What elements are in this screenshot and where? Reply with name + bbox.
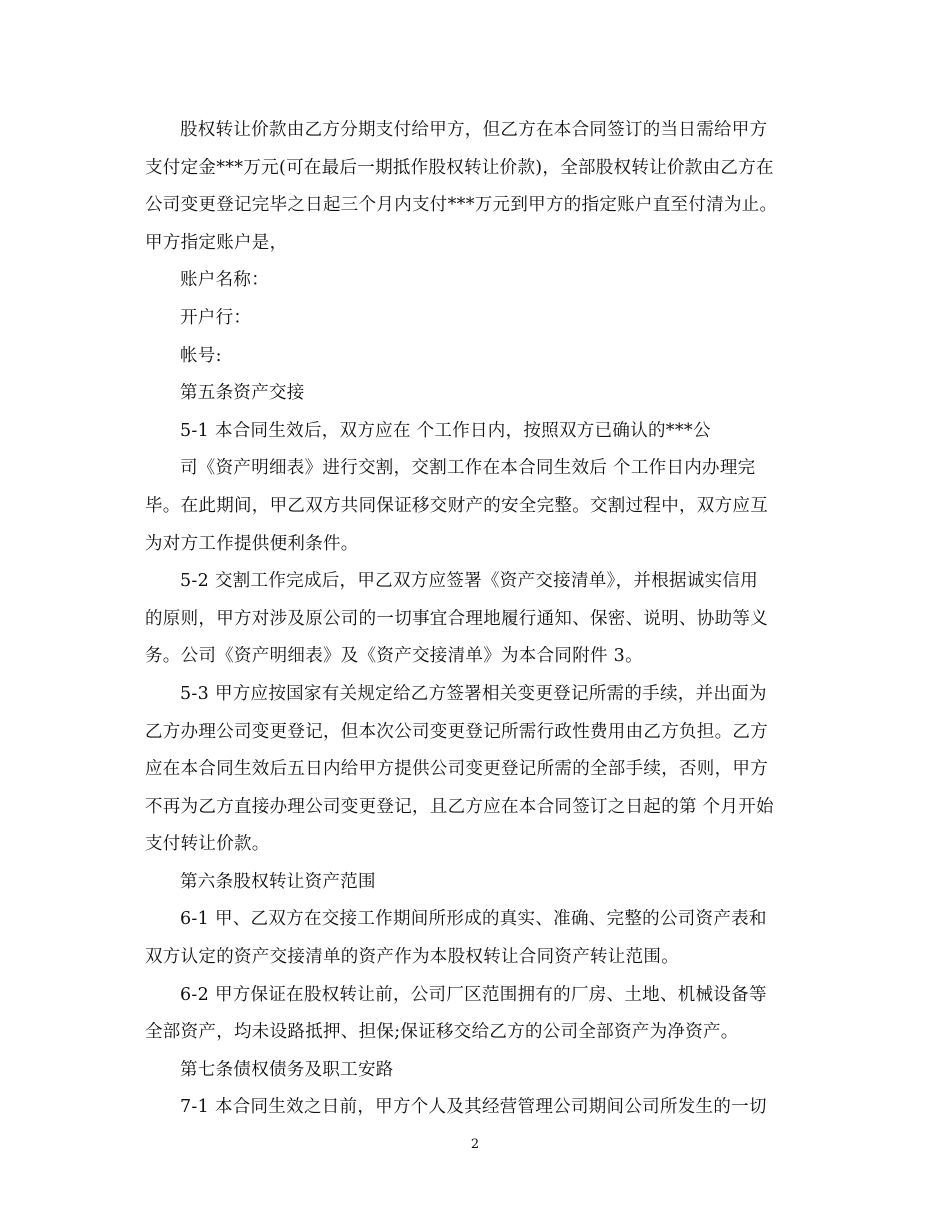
article-heading: 第六条股权转让资产范围 (180, 871, 376, 892)
text-line: 双方认定的资产交接清单的资产作为本股权转让合同资产转让范围。 (145, 947, 679, 968)
page-number: 2 (470, 1137, 480, 1152)
bank-label: 开户行： (180, 307, 252, 328)
text-line: 5-2 交割工作完成后，甲乙双方应签署《资产交接清单》，并根据诚实信用 (180, 571, 758, 592)
text-line: 不再为乙方直接办理公司变更登记，且乙方应在本合同签订之日起的第 个月开始 (145, 796, 774, 817)
text-line: 全部资产，均未设路抵押、担保;保证移交给乙方的公司全部资产为净资产。 (145, 1022, 739, 1043)
text-line: 司《资产明细表》进行交割，交割工作在本合同生效后 个工作日内办理完 (180, 458, 756, 479)
article-heading: 第五条资产交接 (180, 383, 305, 404)
text-line: 乙方办理公司变更登记，但本次公司变更登记所需行政性费用由乙方负担。乙方 (145, 721, 768, 742)
text-line: 6-1 甲、乙双方在交接工作期间所形成的真实、准确、完整的公司资产表和 (180, 909, 767, 930)
text-line: 股权转让价款由乙方分期支付给甲方，但乙方在本合同签订的当日需给甲方 (180, 120, 768, 140)
text-line: 应在本合同生效后五日内给甲方提供公司变更登记所需的全部手续，否则，甲方 (145, 759, 768, 780)
document-body (145, 112, 810, 1127)
text-line: 7-1 本合同生效之日前，甲方个人及其经营管理公司期间公司所发生的一切 (180, 1097, 767, 1118)
text-line: 毕。在此期间，甲乙双方共同保证移交财产的安全完整。交割过程中，双方应互 (145, 495, 768, 516)
text-line: 的原则，甲方对涉及原公司的一切事宜合理地履行通知、保密、说明、协助等义 (145, 608, 768, 629)
text-line: 支付转让价款。 (145, 834, 270, 855)
text-line: 公司变更登记完毕之日起三个月内支付***万元到甲方的指定账户直至付清为止。 (145, 195, 778, 216)
account-name-label: 账户名称： (180, 270, 269, 291)
text-line: 为对方工作提供便利条件。 (145, 533, 359, 554)
account-number-label: 帐号: (180, 345, 222, 366)
text-line: 6-2 甲方保证在股权转让前，公司厂区范围拥有的厂房、土地、机械设备等 (180, 984, 767, 1005)
article-heading: 第七条债权债务及职工安路 (180, 1059, 394, 1080)
text-line: 务。公司《资产明细表》及《资产交接清单》为本合同附件 3。 (145, 646, 643, 667)
text-line: 支付定金***万元(可在最后一期抵作股权转让价款)，全部股权转让价款由乙方在 (145, 157, 774, 178)
text-line: 5-1 本合同生效后，双方应在 个工作日内，按照双方已确认的***公 (180, 420, 711, 441)
text-line: 5-3 甲方应按国家有关规定给乙方签署相关变更登记所需的手续，并出面为 (180, 683, 767, 704)
text-line: 甲方指定账户是， (145, 232, 288, 253)
